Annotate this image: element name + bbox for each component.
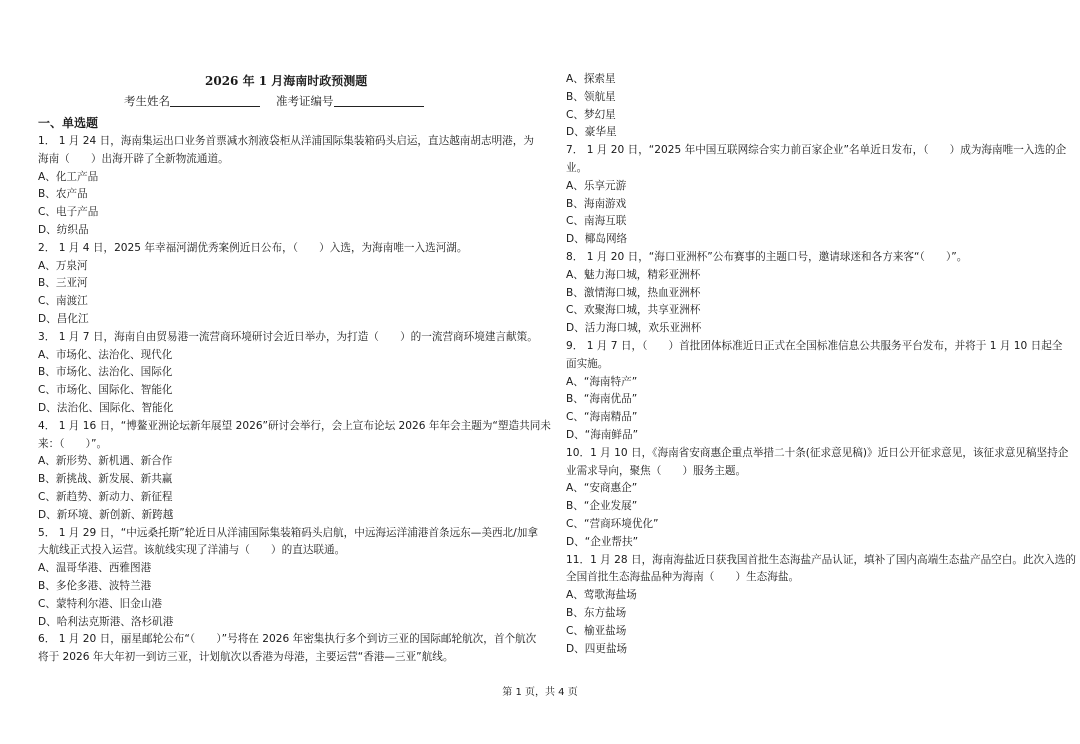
question-text: 4． 1 月 16 日，“博鳌亚洲论坛新年展望 2026”研讨会举行，会上宣布论坛 2026 年年会主题为“塑造共同未 [38,419,551,432]
answer-option: A、万泉河 [38,259,88,272]
question-block [566,71,1056,142]
answer-option: D、豪华星 [566,126,617,139]
answer-option: B、“海南优品” [566,393,638,406]
answer-option: D、哈利法克斯港、洛杉矶港 [38,615,174,628]
answer-option: B、农产品 [38,188,88,201]
answer-option: D、纺织品 [38,223,89,236]
question-text: 1． 1 月 24 日，海南集运出口业务首票减水剂液袋柜从洋浦国际集装箱码头启运，直达越南胡志明港，为 [38,135,534,147]
answer-option: D、新环境、新创新、新跨越 [38,508,174,521]
question-text: 3． 1 月 7 日，海南自由贸易港一流营商环境研讨会近日举办，为打造（ ）的一流营商环境建言献策。 [38,330,538,343]
answer-option: C、梦幻星 [566,108,616,121]
question-text: 5． 1 月 29 日，“中远桑托斯”轮近日从洋浦国际集装箱码头启航，中远海运洋浦港首条远东—美西北/加拿 [38,526,538,539]
question-block [566,249,1056,338]
answer-option: D、“海南鲜品” [566,428,639,441]
answer-option: D、昌化江 [38,312,89,325]
question-block [38,329,538,418]
answer-option: B、新挑战、新发展、新共赢 [38,473,173,486]
answer-option: C、榆亚盐场 [566,624,627,637]
right-question-column [566,71,1076,658]
question-text: 6． 1 月 20 日，丽星邮轮公布“（ ）”号将在 2026 年密集执行多个到访三亚的国际邮轮航次，首个航次 [38,633,537,646]
id-blank [334,94,424,107]
answer-option: C、“营商环境优化” [566,517,659,530]
question-block [38,631,537,667]
answer-option: A、市场化、法治化、现代化 [38,348,173,361]
question-text: 7． 1 月 20 日，“2025 年中国互联网综合实力前百家企业”名单近日发布，（ ）成为海南唯一入选的企 [566,144,1067,157]
question-text: 10．1 月 10 日，《海南省安商惠企重点举措二十条(征求意见稿)》近日公开征求意见，该征求意见稿坚持企 [566,446,1069,459]
question-text: 面实施。 [566,357,609,370]
question-block [38,525,538,632]
answer-option: B、领航星 [566,90,616,103]
answer-option: B、市场化、法治化、国际化 [38,366,173,379]
answer-option: D、四更盐场 [566,642,628,655]
answer-option: A、新形势、新机遇、新合作 [38,455,173,468]
answer-option: B、激情海口城，热血亚洲杯 [566,286,701,299]
answer-option: B、“企业发展” [566,500,638,513]
left-question-column [38,133,551,667]
question-text: 2． 1 月 4 日，2025 年幸福河湖优秀案例近日公布，（ ）入选，为海南唯一入选河湖。 [38,241,468,254]
question-text: 8． 1 月 20 日，“海口亚洲杯”公布赛事的主题口号，邀请球迷和各方来客“（ ）”。 [566,250,968,263]
answer-option: D、法治化、国际化、智能化 [38,401,174,414]
question-block [38,240,534,329]
answer-option: A、魅力海口城，精彩亚洲杯 [566,268,701,281]
answer-option: C、南渡江 [38,295,88,308]
name-label: 考生姓名 [124,94,170,108]
answer-option: A、温哥华港、西雅图港 [38,562,152,575]
examinee-info-row [124,93,424,109]
answer-option: A、莺歌海盐场 [566,589,637,602]
question-block [38,133,534,240]
answer-option: B、海南游戏 [566,197,627,210]
question-block [566,445,1069,552]
question-text: 全国首批生态海盐品种为海南（ ）生态海盐。 [566,571,800,584]
question-text: 业。 [566,161,588,174]
answer-option: C、电子产品 [38,206,99,219]
answer-option: A、探索星 [566,73,616,85]
answer-option: D、活力海口城，欢乐亚洲杯 [566,322,702,335]
question-block [566,142,1067,249]
answer-option: A、“安商惠企” [566,482,638,495]
answer-option: B、多伦多港、波特兰港 [38,579,152,592]
id-label: 准考证编号 [276,94,334,108]
answer-option: C、市场化、国际化、智能化 [38,384,173,397]
question-text: 海南（ ）出海开辟了全新物流通道。 [38,152,229,165]
answer-option: C、新趋势、新动力、新征程 [38,490,173,503]
question-text: 大航线正式投入运营。该航线实现了洋浦与（ ）的直达联通。 [38,544,346,557]
page-footer: 第 1 页，共 4 页 [502,687,578,698]
answer-option: A、乐享元游 [566,179,627,192]
question-block [566,552,1076,659]
page-title: 2026 年 1 月海南时政预测题 [205,74,368,88]
answer-option: C、“海南精品” [566,411,638,424]
question-block [38,418,551,525]
answer-option: C、欢聚海口城，共享亚洲杯 [566,304,701,317]
section-title: 一、单选题 [38,116,99,130]
answer-option: C、蒙特利尔港、旧金山港 [38,597,162,610]
question-text: 11．1 月 28 日，海南海盐近日获我国首批生态海盐产品认证，填补了国内高端生态盐产品空白。此次入选的 [566,553,1076,566]
answer-option: D、椰岛网络 [566,233,628,246]
question-text: 将于 2026 年大年初一到访三亚，计划航次以香港为母港，主要运营“香港—三亚”航线。 [38,651,454,664]
answer-option: B、三亚河 [38,277,88,290]
question-text: 业需求导向，聚焦（ ）服务主题。 [566,464,747,477]
answer-option: D、“企业帮扶” [566,535,639,548]
answer-option: B、东方盐场 [566,606,627,619]
answer-option: A、“海南特产” [566,375,638,388]
answer-option: C、南海互联 [566,215,627,228]
question-text: 9． 1 月 7 日，（ ）首批团体标准近日正式在全国标准信息公共服务平台发布，并将于 1 月 10 日起全 [566,339,1063,352]
question-text: 来：（ ）”。 [38,437,108,450]
answer-option: A、化工产品 [38,170,99,183]
question-block [566,338,1063,445]
name-blank [170,94,260,107]
